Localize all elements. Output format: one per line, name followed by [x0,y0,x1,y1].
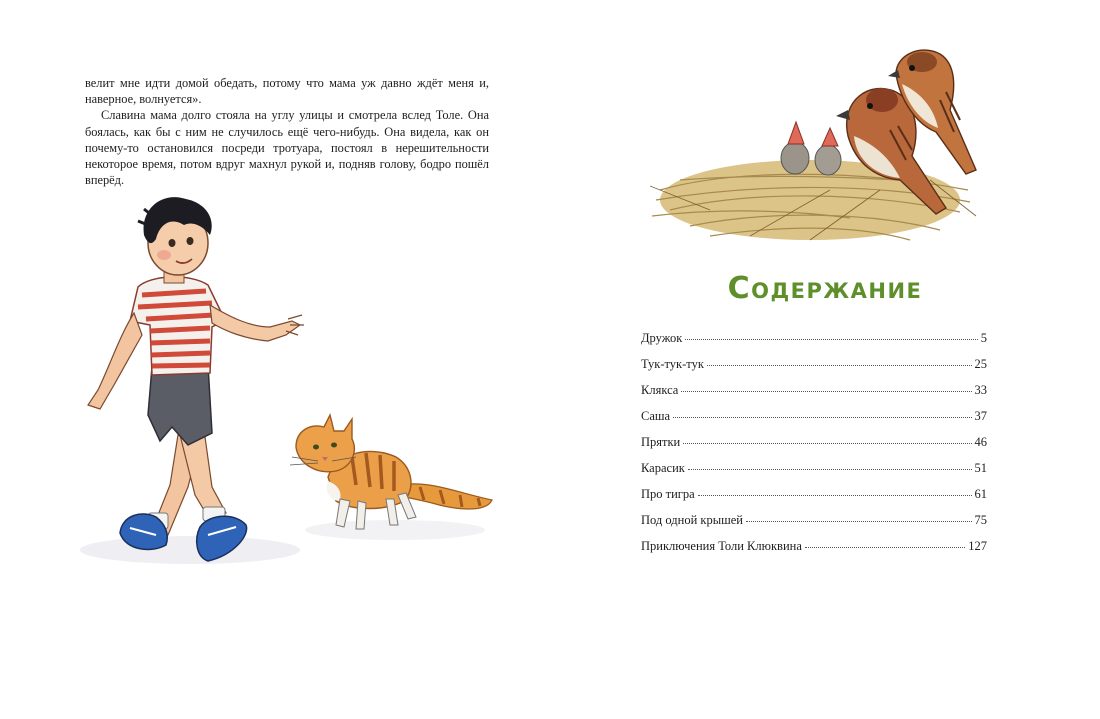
toc-entry[interactable] [641,331,987,357]
toc-entry-page: 5 [980,331,987,345]
story-paragraph: Славина мама долго стояла на углу улицы и смотрела вслед Толе. Она боялась, как бы с ним не случилось ещё чего-нибудь. Она видела, как он почему-то остановился посреди тротуара, постоял в нерешительности некоторое время, потом вдруг махнул рукой и, подняв голову, бодро пошёл вперёд. [85,108,489,188]
toc-leader-dots [673,416,971,418]
toc-leader-dots [746,520,972,522]
boy-figure [88,197,304,561]
toc-entry-title: Карасик [641,461,685,475]
toc-entry[interactable] [641,409,987,435]
toc-entry-page: 46 [974,435,987,449]
toc-entry-page: 127 [968,539,987,553]
toc-entry-page: 75 [974,513,987,527]
toc-leader-dots [683,442,971,444]
story-text [85,75,489,188]
toc-leader-dots [707,364,972,366]
toc-entry-title: Саша [641,409,671,423]
table-of-contents [641,331,987,565]
story-paragraph: велит мне идти домой обедать, потому что мама уж давно ждёт меня и, наверное, волнуется». [85,76,489,107]
toc-entry-page: 37 [974,409,987,423]
toc-leader-dots [681,390,971,392]
sparrows-nest-illustration [650,40,980,250]
toc-entry-title: Дружок [641,331,683,345]
toc-leader-dots [805,546,965,548]
toc-leader-dots [685,338,977,340]
toc-entry[interactable] [641,357,987,383]
toc-entry[interactable] [641,513,987,539]
toc-entry-title: Клякса [641,383,679,397]
toc-leader-dots [688,468,972,470]
cat-figure [290,415,492,529]
toc-entry[interactable] [641,435,987,461]
toc-entry-page: 61 [974,487,987,501]
boy-and-cat-illustration [60,195,510,585]
toc-entry[interactable] [641,383,987,409]
toc-entry-title: Про тигра [641,487,695,501]
toc-entry-title: Тук-тук-тук [641,357,704,371]
contents-heading: Содержание [727,271,923,306]
toc-entry[interactable] [641,487,987,513]
right-page [550,0,1100,719]
toc-entry-title: Под одной крышей [641,513,743,527]
toc-entry-title: Прятки [641,435,681,449]
toc-entry-page: 25 [974,357,987,371]
toc-entry-page: 33 [974,383,987,397]
toc-leader-dots [698,494,972,496]
toc-entry[interactable] [641,539,987,565]
toc-entry[interactable] [641,461,987,487]
toc-entry-page: 51 [974,461,987,475]
toc-entry-title: Приключения Толи Клюквина [641,539,802,553]
